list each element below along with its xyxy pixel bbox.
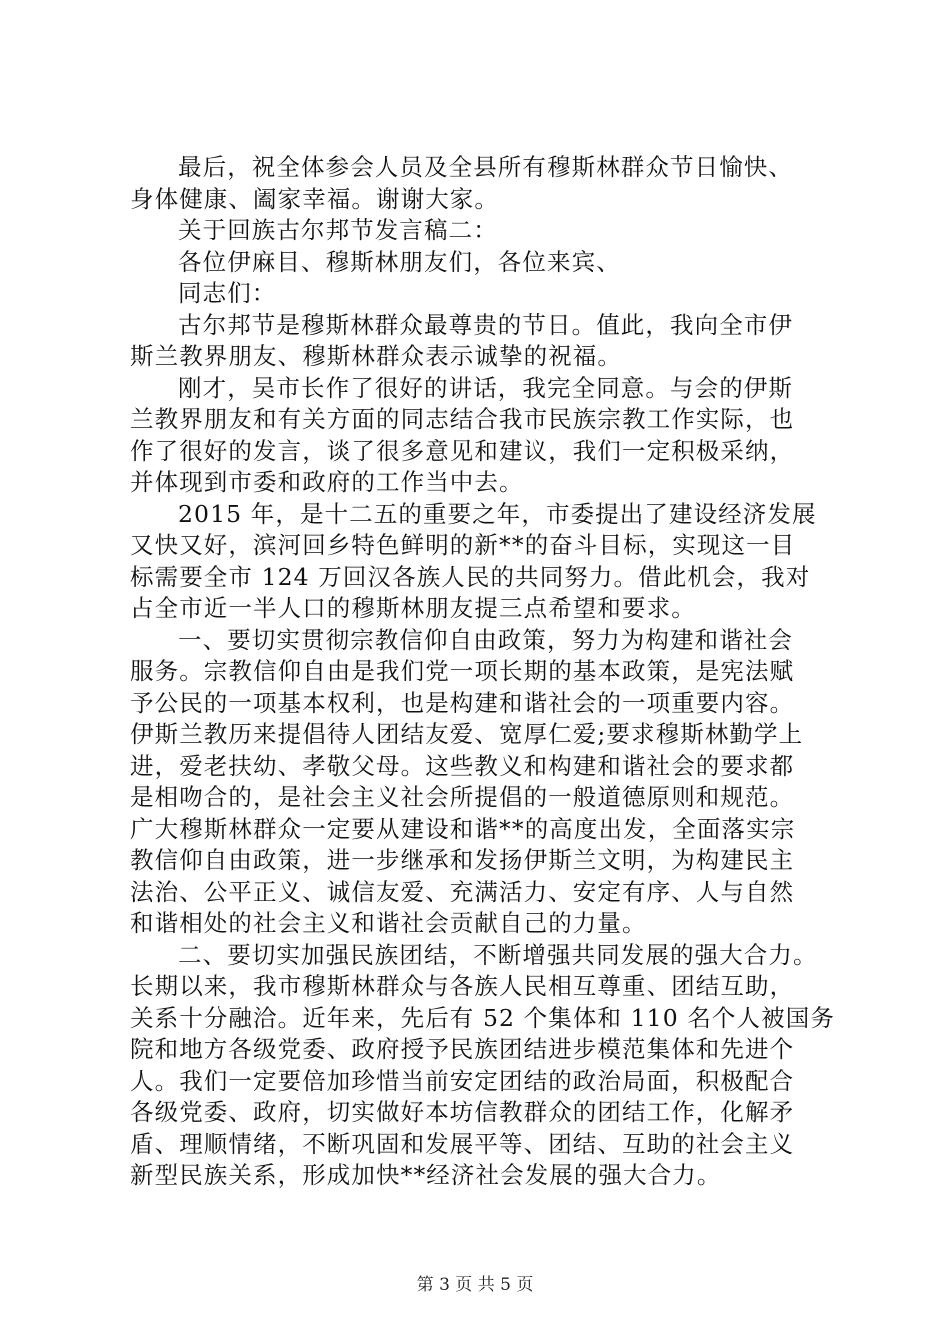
text-line: 各位伊麻目、穆斯林朋友们，各位来宾、	[178, 247, 621, 276]
text-line: 关于回族古尔邦节发言稿二：	[178, 216, 498, 244]
text-line: 人。我们一定要倍加珍惜当前安定团结的政治局面，积极配合	[130, 1066, 795, 1095]
text-line: 广大穆斯林群众一定要从建设和谐**的高度出发，全面落实宗	[130, 814, 796, 843]
text-line: 古尔邦节是穆斯林群众最尊贵的节日。值此，我向全市伊	[178, 310, 793, 339]
text-line: 各级党委、政府，切实做好本坊信教群众的团结工作，化解矛	[130, 1098, 795, 1126]
text-line: 二、要切实加强民族团结，不断增强共同发展的强大合力。	[178, 940, 818, 969]
text-line: 新型民族关系，形成加快**经济社会发展的强大合力。	[130, 1161, 722, 1189]
text-line: 标需要全市 124 万回汉各族人民的共同努力。借此机会，我对	[130, 562, 811, 591]
text-line: 并体现到市委和政府的工作当中去。	[130, 468, 524, 496]
text-line: 兰教界朋友和有关方面的同志结合我市民族宗教工作实际，也	[130, 405, 795, 433]
text-line: 身体健康、阖家幸福。谢谢大家。	[130, 184, 499, 213]
text-line: 最后，祝全体参会人员及全县所有穆斯林群众节日愉快、	[178, 153, 793, 181]
text-line: 进，爱老扶幼、孝敬父母。这些教义和构建和谐社会的要求都	[130, 751, 795, 780]
text-line: 法治、公平正义、诚信友爱、充满活力、安定有序、人与自然	[130, 877, 795, 906]
text-line: 长期以来，我市穆斯林群众与各族人民相互尊重、团结互助，	[130, 972, 795, 1000]
text-line: 教信仰自由政策，进一步继承和发扬伊斯兰文明，为构建民主	[130, 846, 795, 874]
text-line: 一、要切实贯彻宗教信仰自由政策，努力为构建和谐社会	[178, 625, 793, 654]
text-line: 又快又好，滨河回乡特色鲜明的新**的奋斗目标，实现这一目	[130, 531, 796, 559]
text-line: 和谐相处的社会主义和谐社会贡献自己的力量。	[130, 909, 647, 937]
text-line: 关系十分融洽。近年来，先后有 52 个集体和 110 名个人被国务	[130, 1003, 835, 1032]
text-line: 占全市近一半人口的穆斯林朋友提三点希望和要求。	[130, 594, 696, 622]
text-line: 予公民的一项基本权利，也是构建和谐社会的一项重要内容。	[130, 688, 795, 717]
text-line: 伊斯兰教历来提倡待人团结友爱、宽厚仁爱;要求穆斯林勤学上	[130, 720, 804, 748]
text-line: 作了很好的发言，谈了很多意见和建议，我们一定积极采纳，	[130, 436, 795, 465]
page-number-label: 第 3 页 共 5 页	[416, 1275, 534, 1295]
text-line: 斯兰教界朋友、穆斯林群众表示诚挚的祝福。	[130, 342, 622, 370]
text-line: 2015 年，是十二五的重要之年，市委提出了建设经济发展	[178, 499, 817, 528]
text-line: 盾、理顺情绪，不断巩固和发展平等、团结、互助的社会主义	[130, 1129, 795, 1158]
text-line: 是相吻合的，是社会主义社会所提倡的一般道德原则和规范。	[130, 783, 795, 811]
text-line: 同志们：	[178, 279, 277, 307]
text-line: 服务。宗教信仰自由是我们党一项长期的基本政策，是宪法赋	[130, 657, 795, 685]
page-footer	[0, 1274, 950, 1296]
document-body	[130, 152, 835, 1192]
text-line: 刚才，吴市长作了很好的讲话，我完全同意。与会的伊斯	[178, 373, 793, 402]
text-line: 院和地方各级党委、政府授予民族团结进步模范集体和先进个	[130, 1035, 795, 1063]
